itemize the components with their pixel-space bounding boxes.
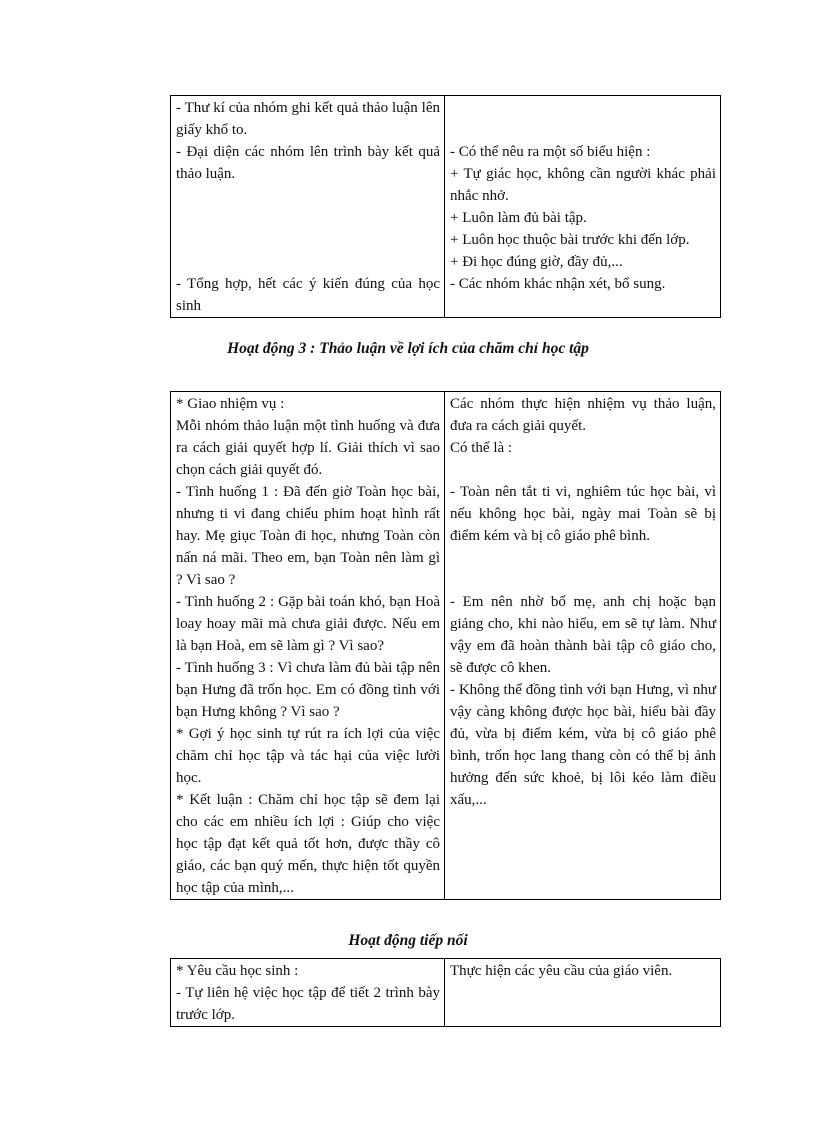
task-label: * Giao nhiệm vụ : (176, 396, 285, 412)
situation-2: - Tình huống 2 : Gặp bài toán khó, bạn Hoà loay hoay mãi mà chưa giải được. Nếu em là bạn Hoà, em sẽ làm gì ? Vì sao? (176, 594, 440, 654)
list-item: + Tự giác học, không cần người khác phải nhắc nhở. (450, 166, 716, 204)
spacer (176, 229, 440, 251)
spacer (450, 459, 716, 481)
teacher-column (171, 959, 445, 1027)
conclusion-text: * Kết luận : Chăm chỉ học tập sẽ đem lại cho các em nhiều ích lợi : Giúp cho việc học tập đạt kết quả tốt hơn, được thầy cô giáo, các bạn quý mến, thực hiện tốt quyền học tập của mình,... (176, 792, 440, 896)
student-column (445, 96, 721, 318)
spacer (450, 119, 716, 141)
response-text: Thực hiện các yêu cầu của giáo viên. (450, 963, 673, 979)
situation-3: - Tình huống 3 : Vì chưa làm đủ bài tập nên bạn Hưng đã trốn học. Em có đồng tình với bạn Hưng không ? Vì sao ? (176, 660, 440, 720)
answer-2: - Em nên nhờ bố mẹ, anh chị hoặc bạn giảng cho, khi nào hiểu, em sẽ tự làm. Như vậy em đã hoàn thành bài tập cô giáo cho, sẽ được cô khen. (450, 594, 716, 676)
list-item: + Đi học đúng giờ, đầy đủ,... (450, 254, 623, 270)
student-column (445, 959, 721, 1027)
list-item: - Tự liên hệ việc học tập để tiết 2 trình bày trước lớp. (176, 985, 440, 1023)
list-item: + Luôn học thuộc bài trước khi đến lớp. (450, 232, 690, 248)
intro-text: - Có thể nêu ra một số biểu hiện : (450, 144, 651, 160)
activity2-table (170, 95, 721, 318)
summary-text: - Tổng hợp, hết các ý kiến đúng của học sinh (176, 276, 440, 314)
maybe-text: Có thể là : (450, 440, 513, 456)
answer-1: - Toàn nên tắt ti vi, nghiêm túc học bài, vì nếu không học bài, ngày mai Toàn sẽ bị điểm kém và bị cô giáo phê bình. (450, 484, 716, 544)
spacer (176, 251, 440, 273)
intro-text: Các nhóm thực hiện nhiệm vụ thảo luận, đưa ra cách giải quyết. (450, 396, 716, 434)
list-item: - Thư kí của nhóm ghi kết quả thảo luận lên giấy khổ to. (176, 100, 440, 138)
followup-heading: Hoạt động tiếp nối (348, 932, 468, 949)
table-row (171, 959, 721, 1027)
activity3-heading: Hoạt động 3 : Thảo luận về lợi ích của chăm chỉ học tập (227, 340, 589, 357)
teacher-column (171, 392, 445, 900)
situation-1: - Tình huống 1 : Đã đến giờ Toàn học bài, nhưng ti vi đang chiếu phim hoạt hình rất hay. Mẹ giục Toàn đi học, nhưng Toàn còn nấn ná mãi. Theo em, bạn Toàn nên làm gì ? Vì sao ? (176, 484, 440, 588)
request-label: * Yêu cầu học sinh : (176, 963, 299, 979)
task-text: Mỗi nhóm thảo luận một tình huống và đưa ra cách giải quyết hợp lí. Giải thích vì sao chọn cách giải quyết đó. (176, 418, 440, 478)
table-row (171, 96, 721, 318)
table-row (171, 392, 721, 900)
teacher-column (171, 96, 445, 318)
spacer (176, 185, 440, 207)
spacer (450, 97, 716, 119)
activity3-table (170, 391, 721, 900)
student-column (445, 392, 721, 900)
list-item: - Đại diện các nhóm lên trình bày kết quả thảo luận. (176, 144, 440, 182)
list-item: + Luôn làm đủ bài tập. (450, 210, 587, 226)
list-item: - Các nhóm khác nhận xét, bổ sung. (450, 276, 666, 292)
answer-3: - Không thể đồng tình với bạn Hưng, vì như vậy càng không được học bài, hiểu bài đầy đủ, vừa bị điểm kém, vừa bị cô giáo phê bình, trốn học lang thang còn có thể bị ảnh hưởng đến sức khoẻ, bị lôi kéo làm điều xấu,... (450, 682, 716, 808)
followup-table (170, 958, 721, 1027)
suggestion-text: * Gợi ý học sinh tự rút ra ích lợi của việc chăm chỉ học tập và tác hại của việc lười học. (176, 726, 440, 786)
spacer (450, 547, 716, 569)
spacer (450, 569, 716, 591)
spacer (176, 207, 440, 229)
